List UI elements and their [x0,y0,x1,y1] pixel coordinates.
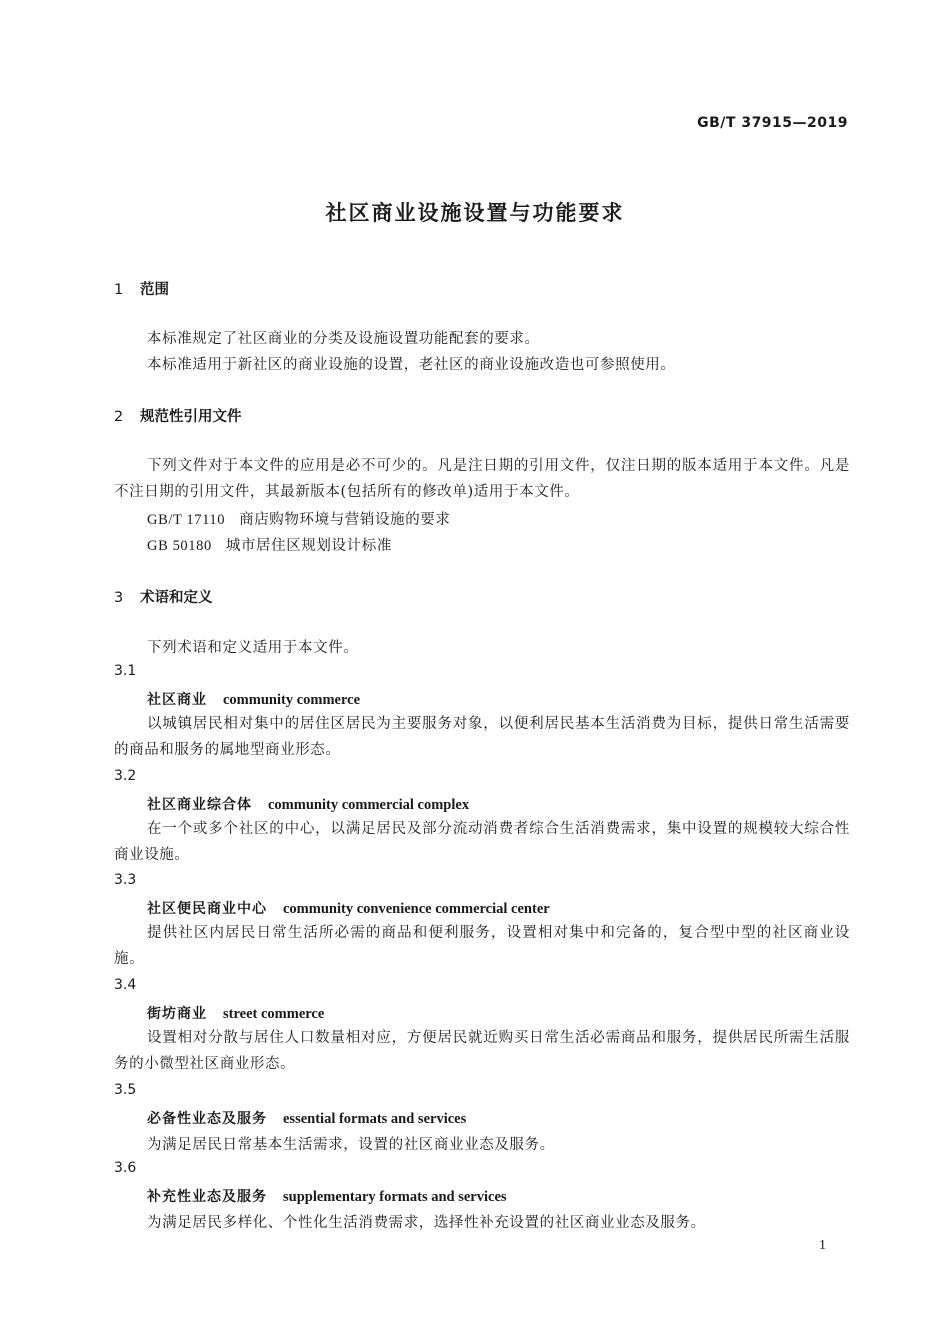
term-en: essential formats and services [283,1111,467,1127]
term-entry [147,1108,466,1128]
term-entry [147,689,360,709]
term-en: community convenience commercial center [283,901,550,917]
reference-item [147,508,451,529]
term-definition: 提供社区内居民日常生活所必需的商品和便利服务，设置相对集中和完备的，复合型中型的社区商业设施。 [114,925,850,967]
term-number: 3.3 [114,872,137,888]
section-number: 1 [114,282,124,298]
section-heading-terms [114,586,213,607]
section-heading-references [114,405,242,426]
term-definition: 以城镇居民相对集中的居住区居民为主要服务对象，以便利居民基本生活消费为目标，提供日常生活需要的商品和服务的属地型商业形态。 [114,716,850,758]
term-definition: 设置相对分散与居住人口数量相对应，方便居民就近购买日常生活必需商品和服务，提供居民所需生活服务的小微型社区商业形态。 [114,1030,850,1072]
page-number: 1 [819,1238,826,1253]
term-number: 3.5 [114,1082,137,1098]
term-en: supplementary formats and services [283,1189,507,1205]
term-zh: 补充性业态及服务 [147,1189,267,1205]
term-number: 3.1 [114,663,137,679]
term-entry [147,1003,324,1023]
term-number: 3.6 [114,1160,137,1176]
scope-paragraph: 本标准规定了社区商业的分类及设施设置功能配套的要求。 [147,331,540,347]
reference-code: GB/T 17110 [147,512,226,528]
reference-title: 城市居住区规划设计标准 [225,538,392,554]
term-number: 3.2 [114,768,137,784]
term-zh: 社区商业 [147,692,207,708]
section-title: 术语和定义 [140,590,213,606]
term-entry [147,1186,507,1206]
term-en: community commercial complex [268,797,470,813]
term-zh: 街坊商业 [147,1006,207,1022]
term-entry [147,794,469,814]
term-zh: 必备性业态及服务 [147,1111,267,1127]
term-definition: 在一个或多个社区的中心，以满足居民及部分流动消费者综合生活消费需求，集中设置的规模较大综合性商业设施。 [114,821,850,863]
term-zh: 社区便民商业中心 [147,901,267,917]
section-number: 2 [114,409,124,425]
term-entry [147,898,550,918]
reference-title: 商店购物环境与营销设施的要求 [239,512,451,528]
section-heading-scope [114,278,169,299]
term-definition: 为满足居民日常基本生活需求，设置的社区商业业态及服务。 [147,1137,555,1153]
terms-intro: 下列术语和定义适用于本文件。 [147,640,359,656]
section-title: 范围 [140,282,169,298]
term-en: community commerce [223,692,361,708]
document-title: 社区商业设施设置与功能要求 [325,201,625,225]
term-definition: 为满足居民多样化、个性化生活消费需求，选择性补充设置的社区商业业态及服务。 [147,1215,706,1231]
reference-item [147,534,392,555]
term-en: street commerce [223,1006,325,1022]
reference-code: GB 50180 [147,538,212,554]
standard-code: GB/T 37915—2019 [697,115,848,131]
section-number: 3 [114,590,124,606]
section-title: 规范性引用文件 [140,409,242,425]
references-intro: 下列文件对于本文件的应用是必不可少的。凡是注日期的引用文件，仅注日期的版本适用于本文件。凡是不注日期的引用文件，其最新版本(包括所有的修改单)适用于本文件。 [114,458,850,500]
term-zh: 社区商业综合体 [147,797,252,813]
term-number: 3.4 [114,977,137,993]
scope-paragraph: 本标准适用于新社区的商业设施的设置，老社区的商业设施改造也可参照使用。 [147,357,676,373]
